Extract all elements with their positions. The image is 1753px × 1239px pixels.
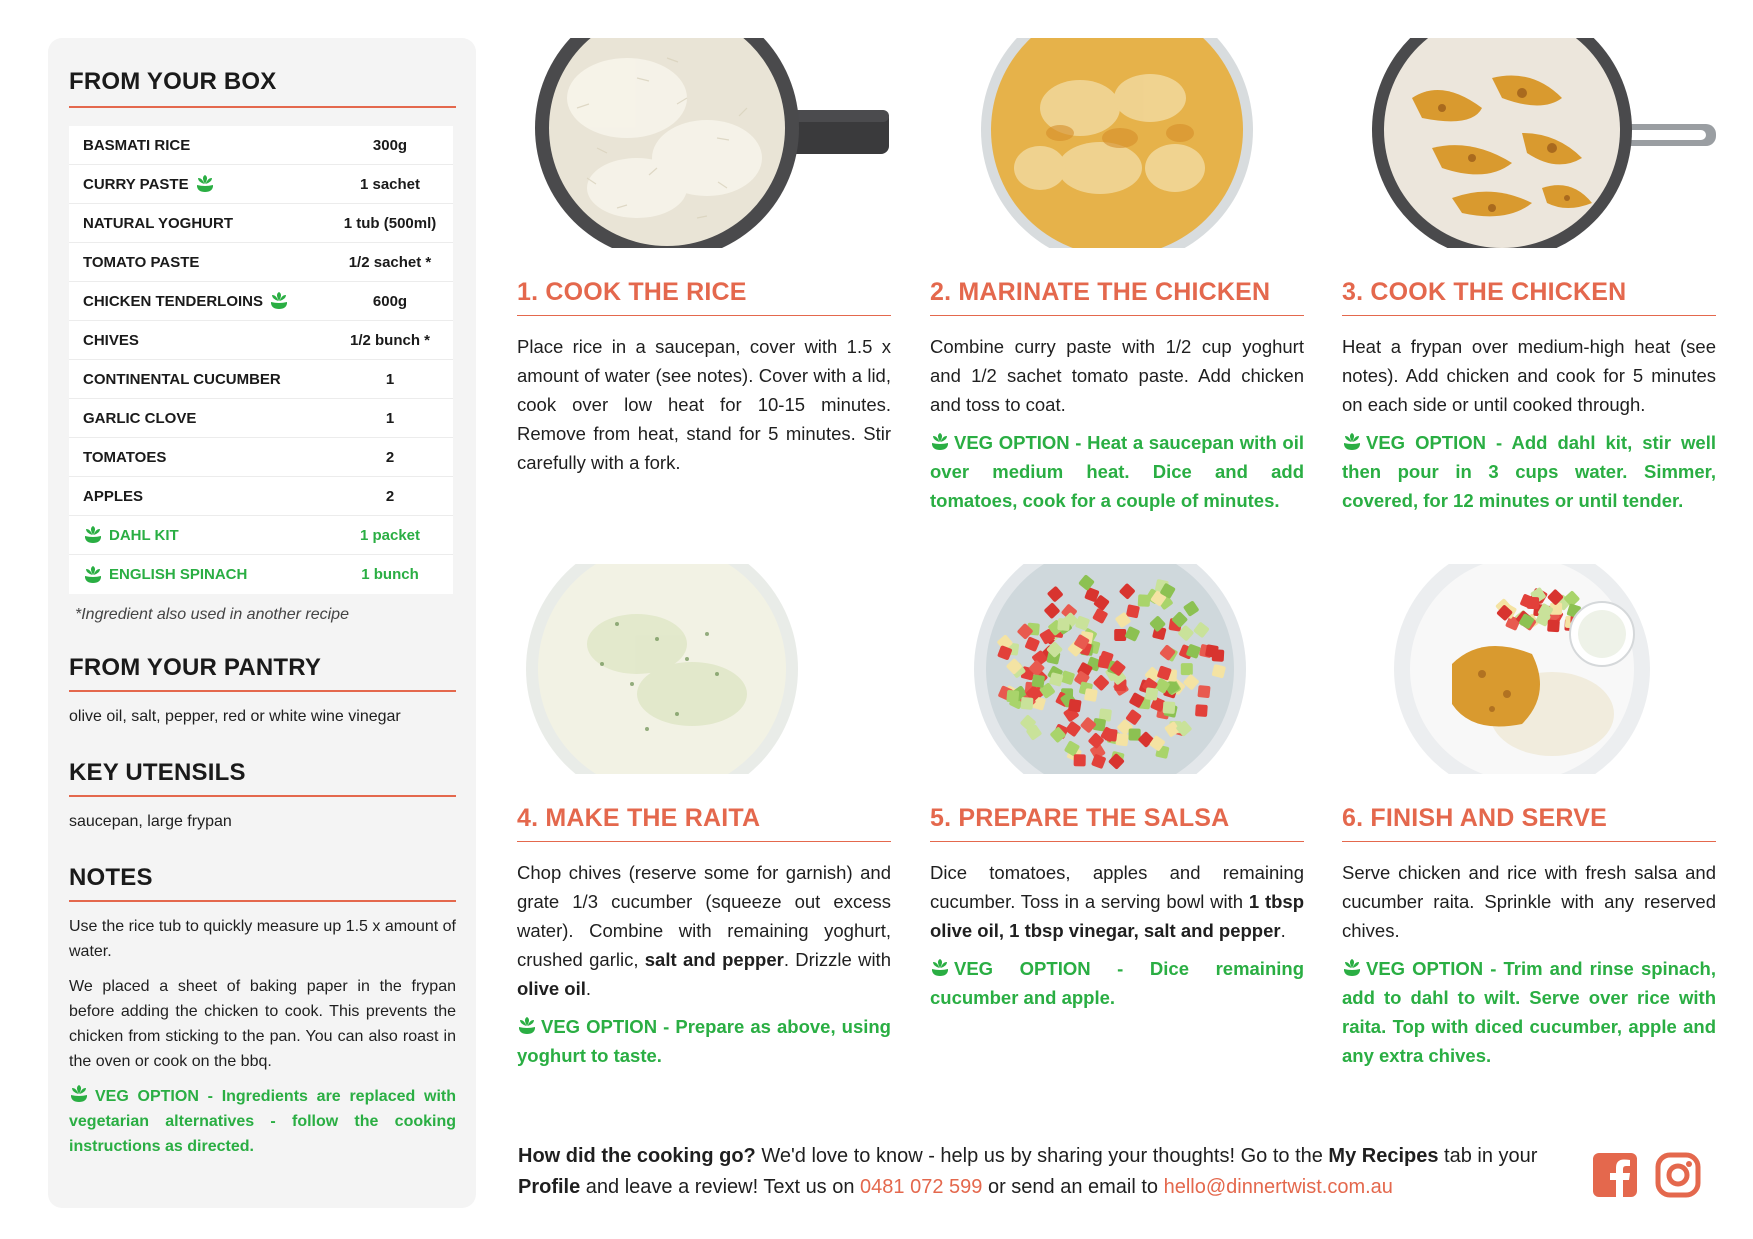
- step-2: [930, 38, 1304, 515]
- step-3-veg-option: [1342, 428, 1716, 515]
- footer-text-2: tab in your: [1438, 1145, 1538, 1167]
- ingredient-name: GARLIC CLOVE: [83, 409, 197, 427]
- ingredient-name: CHIVES: [83, 331, 139, 349]
- step-2-veg-option: [930, 428, 1304, 515]
- veg-leaf-icon: [1342, 432, 1362, 452]
- ingredient-name-cell: [69, 215, 327, 232]
- step-6-photo-plate: [1342, 564, 1716, 774]
- step-6-veg-option: [1342, 954, 1716, 1070]
- step-5-veg-option: [930, 954, 1304, 1012]
- ingredient-name: NATURAL YOGHURT: [83, 214, 233, 232]
- step-2-text: Combine curry paste with 1/2 cup yoghurt and 1/2 sachet tomato paste. Add chicken and toss to coat.: [930, 336, 1304, 415]
- ingredient-name-cell: [69, 332, 327, 349]
- ingredient-name: TOMATOES: [83, 448, 167, 466]
- step-4-veg-text: VEG OPTION - Prepare as above, using yoghurt to taste.: [517, 1016, 891, 1066]
- from-your-box-title: FROM YOUR BOX: [69, 68, 456, 108]
- utensils-text: saucepan, large frypan: [69, 813, 232, 830]
- step-4-text-b: . Drizzle with: [783, 949, 891, 970]
- ingredient-row: [69, 321, 453, 360]
- step-6-title: 6. FINISH AND SERVE: [1342, 804, 1716, 842]
- ingredient-qty: 600g: [372, 292, 408, 310]
- step-5-text: [930, 858, 1304, 945]
- step-5-title: 5. PREPARE THE SALSA: [930, 804, 1304, 842]
- ingredient-footnote: *Ingredient also used in another recipe: [75, 606, 349, 623]
- pantry-title: FROM YOUR PANTRY: [69, 654, 456, 692]
- feedback-footer: [518, 1141, 1568, 1203]
- ingredient-qty: 1 bunch: [361, 566, 419, 583]
- ingredient-qty: 1 sachet: [359, 175, 421, 193]
- ingredient-row: [69, 243, 453, 282]
- footer-email-link[interactable]: hello@dinnertwist.com.au: [1163, 1176, 1393, 1198]
- ingredient-name: ENGLISH SPINACH: [109, 566, 248, 583]
- veg-leaf-icon: [930, 432, 950, 452]
- ingredient-qty: 1/2 bunch *: [349, 331, 431, 349]
- step-2-photo-marinade: [930, 38, 1304, 248]
- step-3-photo-frypan: [1342, 38, 1716, 248]
- ingredient-name: CHICKEN TENDERLOINS: [83, 292, 264, 310]
- ingredient-name-cell: [69, 565, 327, 585]
- footer-profile: Profile: [518, 1176, 581, 1198]
- note-2: We placed a sheet of baking paper in the frypan before adding the chicken to cook. This prevents the chicken from sticking to the pan. You can also roast in the oven or cook on the bbq.: [69, 978, 456, 1070]
- ingredient-row: [69, 438, 453, 477]
- step-5-photo-salsa: [930, 564, 1304, 774]
- step-4-text-bold-2: olive oil: [517, 978, 586, 999]
- step-4-text-a: Chop chives (reserve some for garnish) and grate 1/3 cucumber (squeeze out excess water). Combine with remaining yoghurt, crushed garlic,: [517, 862, 891, 970]
- step-5: [930, 564, 1304, 1012]
- ingredient-name-cell: [69, 174, 327, 194]
- ingredient-qty: 1: [385, 409, 395, 427]
- ingredient-name-cell: [69, 137, 327, 154]
- step-1-photo-rice: [517, 38, 891, 248]
- veg-leaf-icon: [195, 174, 215, 194]
- ingredient-name: TOMATO PASTE: [83, 253, 200, 271]
- step-3-title: 3. COOK THE CHICKEN: [1342, 278, 1716, 316]
- step-5-text-b: .: [1280, 920, 1286, 941]
- note-1: Use the rice tub to quickly measure up 1.5 x amount of water.: [69, 918, 456, 960]
- step-6-veg-text: VEG OPTION - Trim and rinse spinach, add to dahl to wilt. Serve over rice with raita. Top with diced cucumber, apple and any extra chives.: [1342, 958, 1716, 1066]
- step-1-title: 1. COOK THE RICE: [517, 278, 891, 316]
- ingredient-row: [69, 399, 453, 438]
- step-4-text: [517, 858, 891, 1003]
- footer-question: How did the cooking go?: [518, 1145, 756, 1167]
- ingredient-name-cell: [69, 525, 327, 545]
- ingredient-row: [69, 165, 453, 204]
- footer-phone-link[interactable]: 0481 072 599: [860, 1176, 983, 1198]
- ingredients-table: [69, 126, 453, 594]
- ingredient-row: [69, 126, 453, 165]
- veg-leaf-icon: [930, 958, 950, 978]
- step-2-title: 2. MARINATE THE CHICKEN: [930, 278, 1304, 316]
- notes-veg-text: VEG OPTION - Ingredients are replaced with vegetarian alternatives - follow the cooking instructions as directed.: [69, 1088, 456, 1155]
- ingredient-name: CONTINENTAL CUCUMBER: [83, 370, 281, 388]
- footer-text-1: We'd love to know - help us by sharing your thoughts! Go to the: [755, 1145, 1329, 1167]
- step-3: [1342, 38, 1716, 515]
- step-5-text-bold: 1 tbsp olive oil, 1 tbsp vinegar, salt and pepper: [930, 891, 1304, 941]
- ingredient-qty: 1/2 sachet *: [348, 253, 432, 271]
- veg-leaf-icon: [69, 1084, 89, 1104]
- ingredient-row: [69, 516, 453, 555]
- ingredient-qty: 2: [385, 448, 395, 466]
- veg-leaf-icon: [83, 525, 103, 545]
- footer-text-4: or send an email to: [982, 1176, 1164, 1198]
- step-4-title: 4. MAKE THE RAITA: [517, 804, 891, 842]
- ingredient-row: [69, 204, 453, 243]
- ingredient-row: [69, 477, 453, 516]
- step-6: [1342, 564, 1716, 1070]
- step-1-text: Place rice in a saucepan, cover with 1.5 x amount of water (see notes). Cover with a lid, cook over low heat for 10-15 minutes. Remove from heat, stand for 5 minutes. Stir carefully with a fork.: [517, 336, 891, 473]
- instagram-icon[interactable]: [1655, 1152, 1701, 1198]
- ingredient-qty: 1: [385, 370, 395, 388]
- step-3-text: Heat a frypan over medium-high heat (see notes). Add chicken and cook for 5 minutes on each side or until cooked through.: [1342, 336, 1716, 415]
- veg-leaf-icon: [517, 1016, 537, 1036]
- footer-text-3: and leave a review! Text us on: [580, 1176, 861, 1198]
- ingredient-name-cell: [69, 371, 327, 388]
- step-5-veg-text: VEG OPTION - Dice remaining cucumber and apple.: [930, 958, 1304, 1008]
- notes-veg-option: [69, 1084, 456, 1159]
- ingredient-name-cell: [69, 488, 327, 505]
- pantry-section: [69, 654, 456, 729]
- pantry-text: olive oil, salt, pepper, red or white wine vinegar: [69, 708, 401, 725]
- ingredient-name: CURRY PASTE: [83, 175, 189, 193]
- ingredients-sidebar: [48, 38, 476, 1208]
- step-5-text-a: Dice tomatoes, apples and remaining cucumber. Toss in a serving bowl with: [930, 862, 1304, 912]
- ingredient-name-cell: [69, 254, 327, 271]
- ingredient-name: APPLES: [83, 487, 144, 505]
- veg-leaf-icon: [269, 291, 289, 311]
- ingredient-row: [69, 555, 453, 594]
- facebook-icon[interactable]: [1592, 1152, 1638, 1198]
- ingredient-qty: 1 packet: [359, 526, 421, 544]
- ingredient-name: DAHL KIT: [109, 526, 179, 544]
- ingredient-name-cell: [69, 449, 327, 466]
- step-4-photo-raita: [517, 564, 891, 774]
- step-4: [517, 564, 891, 1070]
- ingredient-qty: 2: [385, 487, 395, 505]
- step-1: [517, 38, 891, 477]
- ingredient-name-cell: [69, 291, 327, 311]
- notes-title: NOTES: [69, 864, 456, 902]
- step-4-text-bold-1: salt and pepper: [644, 949, 784, 970]
- ingredient-qty: 1 tub (500ml): [343, 214, 437, 232]
- ingredient-qty: 300g: [372, 136, 408, 154]
- utensils-section: [69, 759, 456, 834]
- ingredient-row: [69, 360, 453, 399]
- step-4-veg-option: [517, 1012, 891, 1070]
- ingredient-name: BASMATI RICE: [83, 136, 191, 154]
- veg-leaf-icon: [83, 565, 103, 585]
- notes-section: [69, 864, 456, 1159]
- step-6-text: Serve chicken and rice with fresh salsa and cucumber raita. Sprinkle with any reserved chives.: [1342, 862, 1716, 941]
- veg-leaf-icon: [1342, 958, 1362, 978]
- step-2-veg-text: VEG OPTION - Heat a saucepan with oil over medium heat. Dice and add tomatoes, cook for a couple of minutes.: [930, 432, 1304, 511]
- step-4-text-c: .: [585, 978, 592, 999]
- utensils-title: KEY UTENSILS: [69, 759, 456, 797]
- step-3-veg-text: VEG OPTION - Add dahl kit, stir well then pour in 3 cups water. Simmer, covered, for 12 minutes or until tender.: [1342, 432, 1716, 511]
- ingredient-row: [69, 282, 453, 321]
- ingredient-name-cell: [69, 410, 327, 427]
- footer-my-recipes: My Recipes: [1328, 1145, 1439, 1167]
